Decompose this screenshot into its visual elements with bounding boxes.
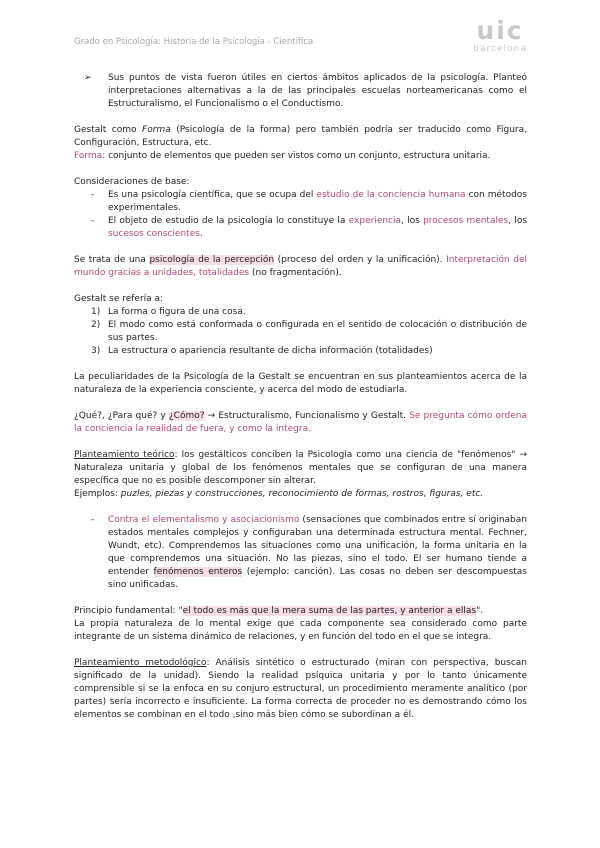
- contra-item: - Contra el elementalismo y asociacionismo (sensaciones que combinados entre sí originaban estados mentales complejos y configuraban una determinada estructura mental. Fechner, Wundt, etc). Comprendemos las situaciones como una unificación, la forma unitaria en la que comprendemos una situación. No las piezas, sino el todo. El ser humano tiende a entender fenómenos enteros (ejemplo: canción). Las cosas no deben ser descompuestas sino unificadas.: [91, 515, 527, 590]
- consideraciones-item-1: - Es una psicología científica, que se ocupa del estudio de la conciencia humana con métodos experimentales.: [91, 190, 527, 213]
- dash-bullet: -: [91, 190, 95, 200]
- uic-logo: [465, 18, 535, 54]
- preguntas-paragraph: ¿Qué?, ¿Para qué? y ¿Cómo? → Estructuralismo, Funcionalismo y Gestalt. Se pregunta cómo ordena la conciencia la realidad de fuera, y como la integra.: [74, 411, 527, 434]
- document-body: [74, 72, 527, 722]
- referia-title: Gestalt se refería a:: [74, 294, 164, 304]
- logo-uic-text: uic: [476, 16, 524, 45]
- dash-bullet: -: [91, 216, 95, 226]
- principio-explanation: La propia naturaleza de lo mental exige que cada componente sea considerado como parte integrante de un sistema dinámico de relaciones, y en función del todo en el que se integra.: [74, 619, 527, 642]
- principio-fundamental: Principio fundamental: "el todo es más que la mera suma de las partes, y anterior a ellas".: [74, 606, 484, 616]
- page-header: Grado en Psicología: Historia de la Psicología - Científica: [74, 37, 314, 47]
- gestalt-definition: Gestalt como Forma (Psicología de la forma) pero también podría ser traducido como Figura, Configuración, Estructura, etc.: [74, 125, 528, 148]
- percepcion-paragraph: Se trata de una psicología de la percepción (proceso del orden y la unificación). Interpretación del mundo gracias a unidades, totalidades (no fragmentación).: [74, 255, 527, 278]
- forma-definition: Forma: conjunto de elementos que pueden ser vistos como un conjunto, estructura unitaria.: [74, 151, 491, 161]
- logo-barcelona-text: barcelona: [473, 44, 527, 54]
- arrow-bullet-item: [74, 72, 527, 111]
- planteamiento-metodologico: Planteamiento metodológico: Análisis sintético o estructurado (miran con perspectiva, buscan significado de la unidad). Siendo la realidad psíquica unitaria y por lo tanto únicamente comprensible si se la enfoca en su conjuro estructural, un procedimiento meramente analítico (por partes) sería incorrecto e insuficiente. La forma correcta de proceder no es demostrando cómo los elementos se combinan en el todo ,sino más bien cómo se subordinan a él.: [74, 658, 527, 720]
- dash-bullet: -: [91, 515, 95, 525]
- referia-item-3: 3) La estructura o apariencia resultante de dicha información (totalidades): [91, 346, 433, 356]
- arrow-bullet-icon: ➢: [84, 73, 92, 83]
- arrow-bullet-text: Sus puntos de vista fueron útiles en ciertos ámbitos aplicados de la psicología. Planteó interpretaciones alternativas a la de las principales escuelas norteamericanas como el Estructuralismo, el Funcionalismo o el Conductismo.: [108, 73, 527, 109]
- peculiaridades-paragraph: La peculiaridades de la Psicología de la Gestalt se encuentran en sus planteamientos acerca de la naturaleza de la experiencia consciente, y acerca del modo de estudiarla.: [74, 372, 527, 395]
- referia-item-2: 2) El modo como está conformada o configurada en el sentido de colocación o distribución de sus partes.: [91, 320, 527, 343]
- ejemplos-line: Ejemplos: puzles, piezas y construcciones, reconocimiento de formas, rostros, figuras, etc.: [74, 489, 484, 499]
- planteamiento-teorico: Planteamiento teórico: los gestálticos conciben la Psicología como una ciencia de "fenómenos" → Naturaleza unitaria y global de los fenómenos mentales que se configuran de una manera específica que no es posible descomponer sin alterar.: [74, 450, 527, 486]
- consideraciones-title: Consideraciones de base:: [74, 177, 190, 187]
- referia-item-1: 1) La forma o figura de una cosa.: [91, 307, 246, 317]
- consideraciones-item-2: - El objeto de estudio de la psicología lo constituye la experiencia, los procesos mentales, los sucesos conscientes.: [91, 216, 528, 239]
